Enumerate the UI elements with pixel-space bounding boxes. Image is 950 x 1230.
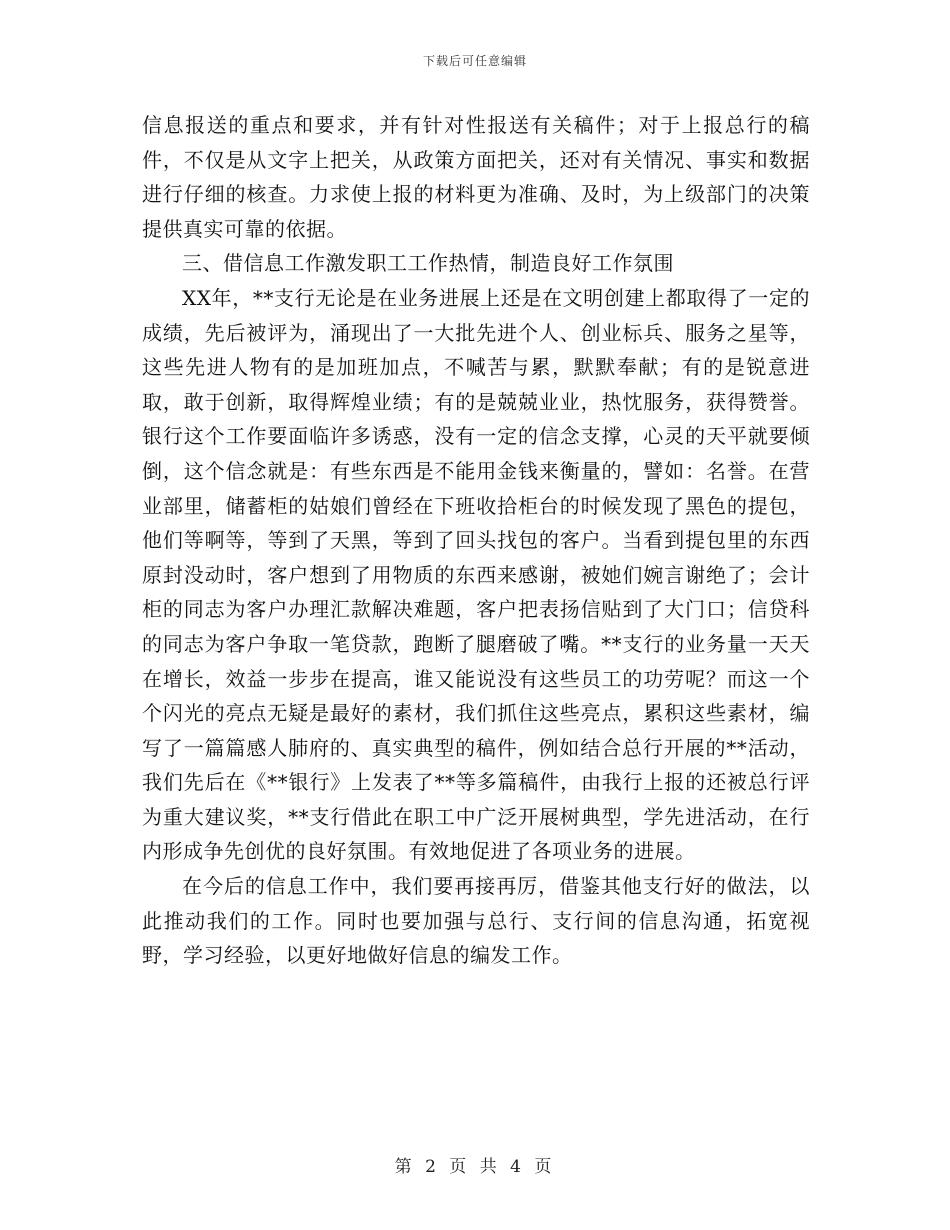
page-header: 下载后可任意编辑 <box>422 54 527 68</box>
page-number-footer: 第 2 页 共 4 页 <box>394 1157 556 1177</box>
document-body <box>142 108 810 973</box>
section-heading: 三、借信息工作激发职工工作热情，制造良好工作氛围 <box>182 251 674 276</box>
paragraph-continued: 信息报送的重点和要求，并有针对性报送有关稿件；对于上报总行的稿件，不仅是从文字上把关，从政策方面把关，还对有关情况、事实和数据进行仔细的核查。力求使上报的材料更为准确、及时，为上级部门的决策提供真实可靠的依据。 <box>142 113 810 241</box>
paragraph-conclusion: 在今后的信息工作中，我们要再接再厉，借鉴其他支行好的做法，以此推动我们的工作。同时也要加强与总行、支行间的信息沟通，拓宽视野，学习经验，以更好地做好信息的编发工作。 <box>142 874 810 968</box>
paragraph-achievements: XX年，**支行无论是在业务进展上还是在文明创建上都取得了一定的成绩，先后被评为，涌现出了一大批先进个人、创业标兵、服务之星等，这些先进人物有的是加班加点，不喊苦与累，默默奉献；有的是锐意进取，敢于创新，取得辉煌业绩；有的是兢兢业业，热忱服务，获得赞誉。银行这个工作要面临许多诱惑，没有一定的信念支撑，心灵的天平就要倾倒，这个信念就是：有些东西是不能用金钱来衡量的，譬如：名誉。在营业部里，储蓄柜的姑娘们曾经在下班收拾柜台的时候发现了黑色的提包，他们等啊等，等到了天黑，等到了回头找包的客户。当看到提包里的东西原封没动时，客户想到了用物质的东西来感谢，被她们婉言谢绝了；会计柜的同志为客户办理汇款解决难题，客户把表扬信贴到了大门口；信贷科的同志为客户争取一笔贷款，跑断了腿磨破了嘴。**支行的业务量一天天在增长，效益一步步在提高，谁又能说没有这些员工的功劳呢？而这一个个闪光的亮点无疑是最好的素材，我们抓住这些亮点，累积这些素材，编写了一篇篇感人肺府的、真实典型的稿件，例如结合总行开展的**活动，我们先后在《**银行》上发表了**等多篇稿件，由我行上报的还被总行评为重大建议奖，**支行借此在职工中广泛开展树典型，学先进活动，在行内形成争先创优的良好氛围。有效地促进了各项业务的进展。 <box>142 285 810 864</box>
